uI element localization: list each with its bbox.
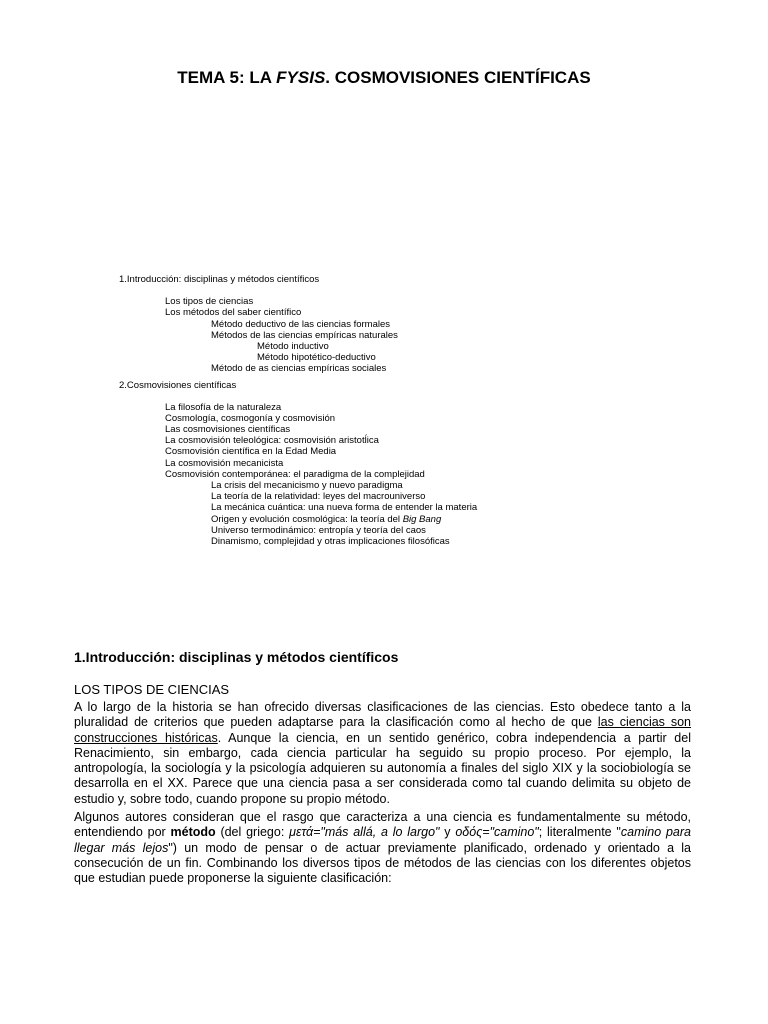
toc-item	[0, 424, 768, 435]
p2-text-4: ; literalmente "	[538, 825, 621, 840]
toc-item-text: Cosmovisión científica en la Edad Media	[165, 446, 337, 458]
toc-item	[0, 402, 768, 413]
toc-item	[0, 536, 768, 547]
toc-item	[0, 446, 768, 457]
p2-text-5: ") un modo de pensar o de actuar previamente planificado, ordenado y orientado a la consecución de un fin. Combinando los diversos tipos de métodos de las ciencias con los diferentes objetos que estudian puede proponerse la siguiente clasificación:	[74, 840, 691, 886]
toc-spacer	[0, 391, 768, 402]
toc-item-text: La filosofía de la naturaleza	[165, 401, 282, 413]
title-prefix: TEMA 5: LA	[177, 68, 277, 87]
toc-item-text: Las cosmovisiones científicas	[165, 424, 291, 436]
toc-item	[0, 363, 768, 374]
toc-item	[0, 341, 768, 352]
p2-bold-term: método	[170, 825, 216, 840]
toc-item	[0, 469, 768, 480]
p2-text-2: (del griego:	[215, 825, 290, 840]
toc-item	[0, 525, 768, 536]
page-title	[0, 68, 768, 88]
toc-item	[0, 514, 768, 525]
toc-item-text: Origen y evolución cosmológica: la teoría del	[211, 513, 403, 525]
toc-item	[0, 330, 768, 341]
p2-text-1: Algunos autores consideran que el rasgo que caracteriza a una ciencia es fundamentalmente su método, entendiendo por	[74, 810, 691, 840]
subsection-heading: LOS TIPOS DE CIENCIAS	[74, 682, 230, 697]
toc-item	[0, 352, 768, 363]
toc-item-text: La mecánica cuántica: una nueva forma de entender la materia	[211, 502, 478, 514]
toc-item-text: Método deductivo de las ciencias formales	[211, 318, 391, 330]
toc-item	[0, 319, 768, 330]
paragraph-1	[74, 700, 691, 807]
title-suffix: . COSMOVISIONES CIENTÍFICAS	[325, 68, 591, 87]
toc-item-text: La crisis del mecanicismo y nuevo paradigma	[211, 480, 403, 491]
p1-text-before: A lo largo de la historia se han ofrecido diversas clasificaciones de las ciencias. Esto obedece tanto a la pluralidad de criterios que pueden adaptarse para la clasificación como al hecho de que	[74, 700, 691, 730]
toc-item-text: Cosmología, cosmogonía y cosmovisión	[165, 412, 336, 424]
toc-item-italic: Big Bang	[402, 513, 442, 525]
toc-item	[0, 502, 768, 513]
toc-item	[0, 480, 768, 491]
toc-item	[0, 296, 768, 307]
p1-text-after: . Aunque la ciencia, en un sentido genérico, cobra independencia a partir del Renacimiento, sin embargo, cada ciencia particular ha seguido su propio proceso. Por ejemplo, la antropología, la sociología y la psicología adquieren su autonomía a finales del siglo XIX y la sociobiología se desarrolla en el XX. Parece que una ciencia pasa a ser considerada como tal cuando delimita su objeto de estudio y, sobre todo, cuando propone su propio método.	[74, 730, 691, 806]
toc-item-text: La cosmovisión mecanicista	[165, 457, 284, 469]
toc-item	[0, 307, 768, 318]
p2-italic-phrase: camino para llegar más lejos	[74, 825, 691, 855]
p2-text-3: y	[439, 825, 456, 840]
toc-item	[0, 491, 768, 502]
p2-greek-2: οδός="camino"	[455, 825, 539, 840]
toc-item	[0, 413, 768, 424]
toc-item-text: 1.Introducción: disciplinas y métodos científicos	[119, 274, 320, 285]
toc-item	[0, 274, 768, 285]
toc-item-text: Cosmovisión contemporánea: el paradigma de la complejidad	[165, 468, 425, 480]
toc-item-text: Los tipos de ciencias	[165, 296, 254, 308]
toc-item-text: Universo termodinámico: entropía y teoría del caos	[211, 524, 426, 536]
toc-item-text: Método hipotético-deductivo	[257, 352, 376, 364]
toc-item-text: Método de as ciencias empíricas sociales	[211, 363, 387, 375]
section-heading: 1.Introducción: disciplinas y métodos científicos	[74, 649, 399, 665]
toc-item-text: Métodos de las ciencias empíricas naturales	[211, 329, 398, 341]
p2-greek-1: μετά="más allá, a lo largo"	[289, 825, 440, 840]
toc-item-text: Dinamismo, complejidad y otras implicaciones filosóficas	[211, 535, 450, 547]
table-of-contents	[0, 274, 768, 547]
toc-item	[0, 458, 768, 469]
toc-item-text: La cosmovisión teleológica: cosmovisión aristotĺica	[165, 435, 379, 447]
toc-item-text: Método inductivo	[257, 340, 329, 352]
title-italic: FYSIS	[276, 68, 326, 87]
toc-item	[0, 435, 768, 446]
toc-item	[0, 380, 768, 391]
p1-underlined-text: las ciencias son construcciones históricas	[74, 715, 691, 745]
toc-item-text: 2.Cosmovisiones científicas	[119, 379, 237, 391]
toc-item-text: La teoría de la relatividad: leyes del macrouniverso	[211, 491, 426, 503]
paragraph-2	[74, 810, 691, 886]
toc-item-text: Los métodos del saber científico	[165, 307, 302, 319]
toc-spacer	[0, 285, 768, 296]
